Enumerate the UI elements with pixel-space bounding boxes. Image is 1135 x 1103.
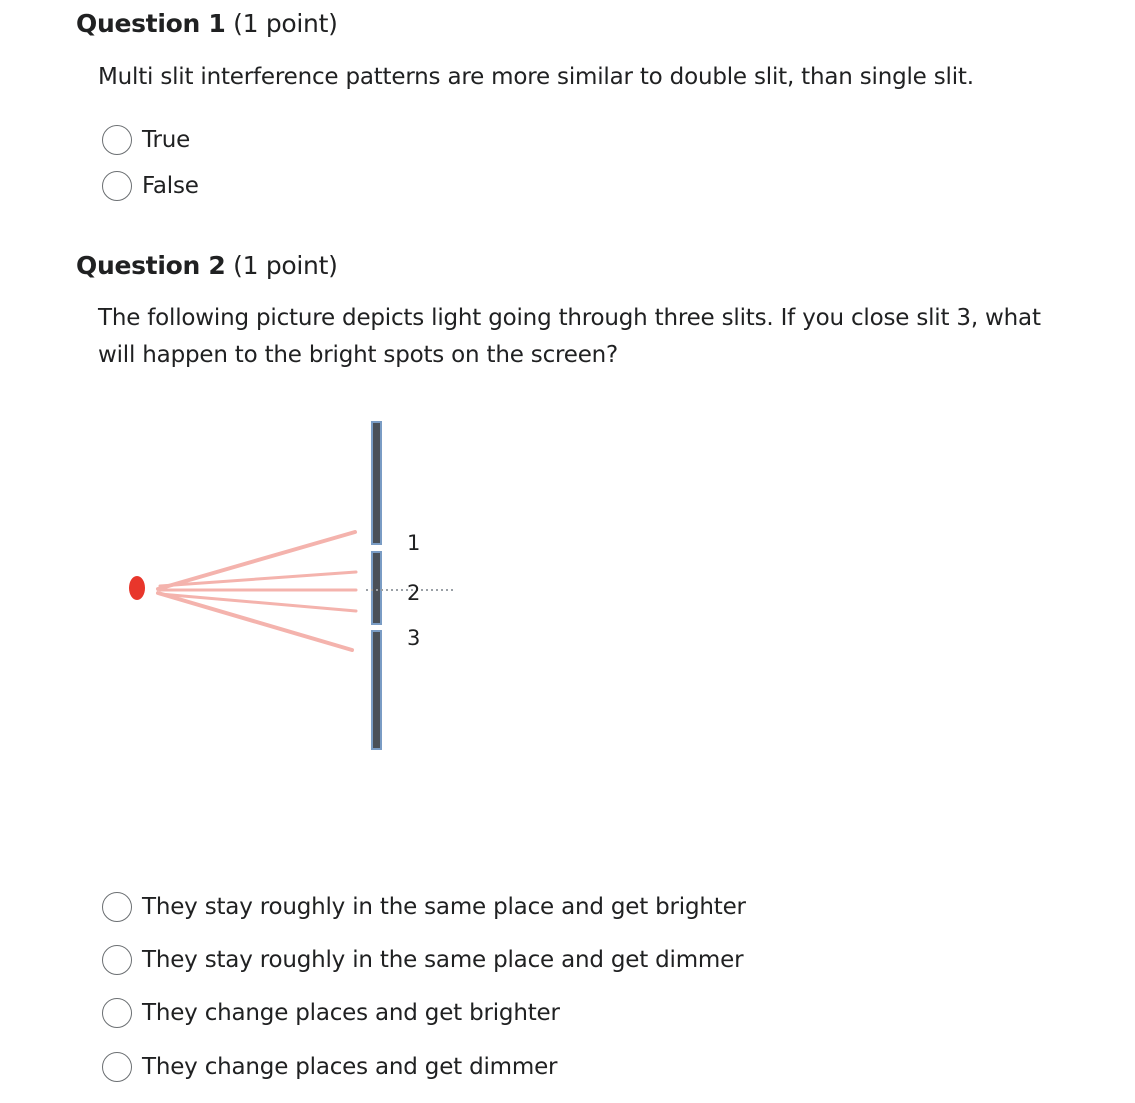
three-slit-svg: [120, 415, 470, 760]
question-2-number: Question 2: [76, 251, 226, 280]
barrier-bottom: [372, 631, 381, 749]
q2-radio-4[interactable]: [102, 1052, 132, 1082]
question-1-text: Multi slit interference patterns are more similar to double slit, than single slit.: [98, 64, 974, 90]
question-1-number: Question 1: [76, 9, 226, 38]
q2-option-4[interactable]: [102, 1050, 557, 1084]
question-2-title: [76, 251, 338, 280]
light-source: [129, 576, 145, 600]
q2-radio-3[interactable]: [102, 998, 132, 1028]
q1-option-true[interactable]: [102, 123, 190, 157]
q2-option-3-label: They change places and get brighter: [142, 1000, 560, 1026]
barrier-middle: [372, 552, 381, 624]
q2-radio-1[interactable]: [102, 892, 132, 922]
question-1-points: (1 point): [233, 9, 338, 38]
slit-label-3: 3: [407, 626, 421, 650]
q2-option-3[interactable]: [102, 996, 560, 1030]
q2-option-4-label: They change places and get dimmer: [142, 1054, 558, 1080]
q2-option-1-label: They stay roughly in the same place and get brighter: [142, 894, 746, 920]
q2-radio-2[interactable]: [102, 945, 132, 975]
q1-option-false[interactable]: [102, 169, 199, 203]
question-2-points: (1 point): [233, 251, 338, 280]
q2-option-1[interactable]: [102, 890, 746, 924]
q2-option-2-label: They stay roughly in the same place and get dimmer: [142, 947, 744, 973]
q1-radio-true[interactable]: [102, 125, 132, 155]
question-1-title: [76, 9, 338, 38]
q1-radio-false[interactable]: [102, 171, 132, 201]
q2-option-2[interactable]: [102, 943, 743, 977]
q1-option-true-label: True: [142, 127, 191, 153]
barrier-top: [372, 422, 381, 544]
three-slit-diagram: [120, 415, 470, 760]
q1-option-false-label: False: [142, 173, 199, 199]
slit-label-2: 2: [407, 581, 421, 605]
question-2-text: The following picture depicts light going through three slits. If you close slit 3, what will happen to the bright spots on the screen?: [98, 305, 1041, 368]
slit-label-1: 1: [407, 531, 421, 555]
